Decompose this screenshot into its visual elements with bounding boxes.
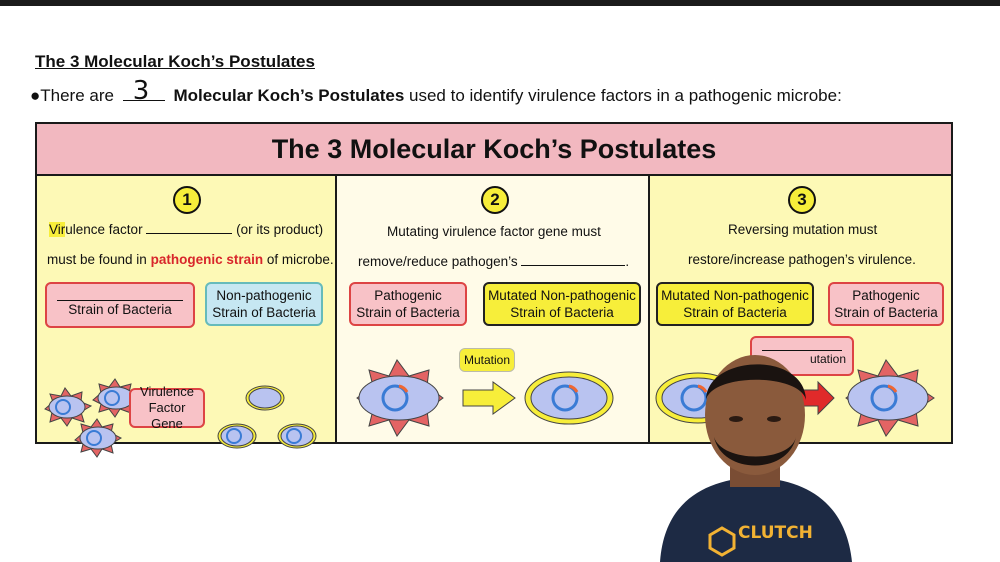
fill-blank: [57, 292, 183, 301]
postulate-3-line-2: restore/increase pathogen’s virulence.: [688, 252, 916, 267]
answer-blank: [123, 76, 165, 106]
mutation-illustration-2: [337, 336, 650, 436]
virulence-gene-label: [129, 384, 205, 431]
postulate-1-number: 1: [173, 186, 201, 214]
line2-end: .: [625, 254, 630, 269]
box-label-1: Non-pathogenic: [216, 288, 312, 303]
postulate-1-column: [37, 176, 337, 442]
presenter-video: [640, 345, 870, 562]
gene-label-2: Factor Gene: [148, 400, 186, 431]
plain-bacterium: [218, 386, 316, 448]
postulate-3-line-1: Reversing mutation must: [728, 222, 878, 237]
intro-prefix: ●There are: [30, 86, 114, 105]
box-label: Strain of Bacteria: [68, 302, 172, 317]
line2-text: remove/reduce pathogen’s: [358, 254, 518, 269]
postulate-2-line-2: [358, 254, 629, 269]
box-label-2: Strain of Bacteria: [212, 305, 316, 320]
page-heading: The 3 Molecular Koch’s Postulates: [35, 52, 315, 71]
box-label-1: Mutated Non-pathogenic: [661, 288, 809, 303]
mutated-box: [656, 282, 814, 326]
pathogenic-strain-text: pathogenic strain: [150, 252, 264, 267]
postulate-2-column: [337, 176, 650, 442]
box-label-2: Strain of Bacteria: [834, 305, 938, 320]
postulate-2-line-1: Mutating virulence factor gene must: [387, 224, 601, 239]
box-label-2: Strain of Bacteria: [510, 305, 614, 320]
box-label-2: Strain of Bacteria: [356, 305, 460, 320]
mutated-box: [483, 282, 641, 326]
box-label-1: Pathogenic: [374, 288, 442, 303]
handwritten-answer: 3: [132, 76, 150, 106]
postulate-1-line-1: [49, 222, 323, 237]
intro-suffix: used to identify virulence factors in a pathogenic microbe:: [409, 86, 842, 105]
pathogenic-box: [828, 282, 944, 326]
fill-blank: [146, 233, 232, 234]
clutch-logo-text: CLUTCH: [738, 523, 813, 543]
postulate-2-number: 2: [481, 186, 509, 214]
top-bar: [0, 0, 1000, 6]
box-label-2: Strain of Bacteria: [683, 305, 787, 320]
pathogenic-box: [349, 282, 467, 326]
intro-sentence: [30, 76, 842, 106]
mutation-label: Mutation: [459, 348, 515, 372]
spiky-bacterium: [357, 360, 443, 436]
line2-pre: must be found in: [47, 252, 147, 267]
panel-title: The 3 Molecular Koch’s Postulates: [37, 124, 951, 176]
strain-box-blank: [45, 282, 195, 328]
line2-post: of microbe.: [266, 252, 334, 267]
box-label-1: Pathogenic: [852, 288, 920, 303]
postulate-1-line-2: [47, 252, 334, 267]
spiky-bacterium: [45, 388, 91, 426]
mutation-label-text: utation: [809, 352, 846, 366]
spiky-bacterium: [75, 419, 121, 457]
gene-label-1: Virulence: [140, 384, 194, 399]
intro-bold: Molecular Koch’s Postulates: [173, 86, 405, 105]
line1-after: (or its product): [236, 222, 324, 237]
highlight-vir: Vir: [49, 222, 66, 237]
fill-blank: [521, 265, 625, 266]
postulate-3-number: 3: [788, 186, 816, 214]
box-label-1: Mutated Non-pathogenic: [488, 288, 636, 303]
non-pathogenic-box: [205, 282, 323, 326]
plain-bacterium: [525, 372, 613, 424]
line1-rest: ulence factor: [65, 222, 143, 237]
